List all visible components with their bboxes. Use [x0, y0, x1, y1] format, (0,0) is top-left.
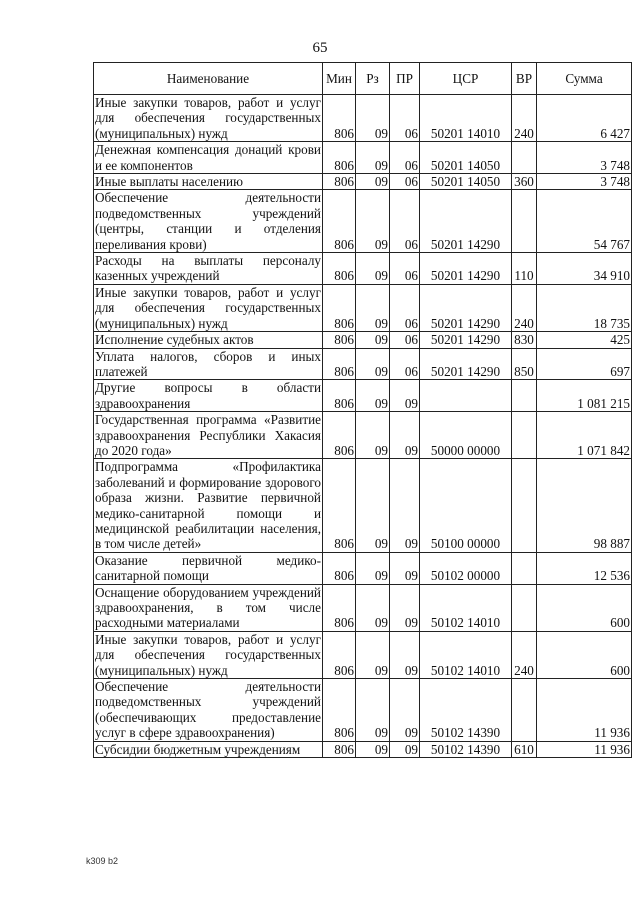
cell-pr: 06 — [390, 348, 420, 380]
cell-rz: 09 — [356, 459, 390, 552]
cell-vr: 240 — [512, 284, 537, 331]
cell-vr — [512, 380, 537, 412]
cell-sum: 600 — [537, 584, 632, 631]
cell-name: Обеспечение деятельности подведомственных учреждений (центры, станции и отделения переливания крови) — [95, 190, 321, 252]
cell-pr: 06 — [390, 142, 420, 174]
cell-csr — [420, 380, 512, 412]
header-pr: ПР — [390, 63, 420, 95]
cell-min: 806 — [323, 174, 356, 190]
cell-sum: 1 081 215 — [537, 380, 632, 412]
cell-min: 806 — [323, 380, 356, 412]
cell-sum: 12 536 — [537, 552, 632, 584]
cell-rz: 09 — [356, 332, 390, 348]
cell-name: Уплата налогов, сборов и иных платежей — [95, 348, 321, 379]
cell-min: 806 — [323, 584, 356, 631]
cell-vr: 240 — [512, 631, 537, 678]
cell-vr — [512, 584, 537, 631]
cell-name: Денежная компенсация донаций крови и ее компонентов — [95, 142, 321, 173]
cell-vr — [512, 412, 537, 459]
cell-csr: 50102 14010 — [420, 584, 512, 631]
cell-rz: 09 — [356, 174, 390, 190]
cell-vr: 240 — [512, 95, 537, 142]
cell-pr: 09 — [390, 380, 420, 412]
cell-sum: 6 427 — [537, 95, 632, 142]
table-header-row — [94, 63, 632, 95]
cell-min: 806 — [323, 679, 356, 742]
cell-name: Подпрограмма «Профилактика заболеваний и формирование здорового образа жизни. Развитие первичной медико-санитарной помощи и медицинской реабилитации населения, в том числе детей» — [95, 459, 321, 552]
cell-pr: 06 — [390, 190, 420, 253]
page-number: 65 — [312, 40, 328, 56]
cell-min: 806 — [323, 412, 356, 459]
cell-pr: 09 — [390, 631, 420, 678]
cell-sum: 697 — [537, 348, 632, 380]
cell-min: 806 — [323, 142, 356, 174]
cell-vr — [512, 552, 537, 584]
cell-rz: 09 — [356, 741, 390, 757]
cell-sum: 11 936 — [537, 679, 632, 742]
cell-min: 806 — [323, 631, 356, 678]
cell-pr: 09 — [390, 552, 420, 584]
table-row — [94, 459, 632, 552]
header-vr: ВР — [512, 63, 537, 95]
cell-name: Исполнение судебных актов — [94, 332, 323, 348]
header-csr: ЦСР — [420, 63, 512, 95]
cell-vr: 360 — [512, 174, 537, 190]
cell-csr: 50201 14290 — [420, 190, 512, 253]
cell-min: 806 — [323, 741, 356, 757]
cell-sum: 98 887 — [537, 459, 632, 552]
cell-name: Иные закупки товаров, работ и услуг для обеспечения государственных (муниципальных) нужд — [95, 284, 321, 331]
cell-pr: 09 — [390, 741, 420, 757]
cell-csr: 50100 00000 — [420, 459, 512, 552]
cell-name: Другие вопросы в области здравоохранения — [95, 380, 321, 411]
cell-csr: 50201 14290 — [420, 284, 512, 331]
footer-code: k309 b2 — [86, 856, 119, 866]
cell-pr: 09 — [390, 584, 420, 631]
cell-name: Иные закупки товаров, работ и услуг для обеспечения государственных (муниципальных) нужд — [95, 631, 321, 678]
cell-min: 806 — [323, 459, 356, 552]
cell-min: 806 — [323, 253, 356, 285]
table-row — [94, 584, 632, 631]
cell-min: 806 — [323, 552, 356, 584]
header-name: Наименование — [94, 63, 323, 95]
cell-pr: 06 — [390, 332, 420, 348]
cell-csr: 50102 14010 — [420, 631, 512, 678]
cell-pr: 06 — [390, 95, 420, 142]
table-row — [94, 332, 632, 348]
cell-vr — [512, 459, 537, 552]
header-sum: Сумма — [537, 63, 632, 95]
cell-sum: 3 748 — [537, 174, 632, 190]
cell-sum: 3 748 — [537, 142, 632, 174]
cell-vr: 830 — [512, 332, 537, 348]
cell-pr: 06 — [390, 253, 420, 285]
cell-csr: 50201 14050 — [420, 142, 512, 174]
cell-min: 806 — [323, 190, 356, 253]
cell-csr: 50102 14390 — [420, 741, 512, 757]
cell-name: Обеспечение деятельности подведомственных учреждений (обеспечивающих предоставление услуг в сфере здравоохранения) — [95, 679, 321, 741]
cell-rz: 09 — [356, 284, 390, 331]
cell-pr: 06 — [390, 284, 420, 331]
cell-name: Оснащение оборудованием учреждений здравоохранения, в том числе расходными материалами — [95, 584, 321, 631]
cell-vr — [512, 190, 537, 253]
table-row — [94, 631, 632, 678]
cell-sum: 600 — [537, 631, 632, 678]
cell-name: Иные закупки товаров, работ и услуг для обеспечения государственных (муниципальных) нужд — [95, 95, 321, 141]
header-min: Мин — [323, 63, 356, 95]
cell-vr — [512, 142, 537, 174]
cell-pr: 09 — [390, 412, 420, 459]
table-row — [94, 552, 632, 584]
table-body — [94, 95, 632, 758]
cell-name: Расходы на выплаты персоналу казенных учреждений — [95, 253, 321, 284]
cell-csr: 50102 14390 — [420, 679, 512, 742]
cell-sum: 54 767 — [537, 190, 632, 253]
cell-sum: 425 — [537, 332, 632, 348]
table-row — [94, 679, 632, 742]
table-row — [94, 95, 632, 142]
cell-vr: 850 — [512, 348, 537, 380]
budget-table — [93, 62, 632, 758]
cell-rz: 09 — [356, 412, 390, 459]
cell-name: Субсидии бюджетным учреждениям — [94, 741, 323, 757]
cell-csr: 50102 00000 — [420, 552, 512, 584]
cell-name: Иные выплаты населению — [94, 174, 323, 190]
cell-csr: 50000 00000 — [420, 412, 512, 459]
cell-rz: 09 — [356, 584, 390, 631]
cell-csr: 50201 14290 — [420, 348, 512, 380]
table-row — [94, 741, 632, 757]
cell-rz: 09 — [356, 95, 390, 142]
cell-rz: 09 — [356, 631, 390, 678]
cell-pr: 09 — [390, 459, 420, 552]
cell-csr: 50201 14290 — [420, 253, 512, 285]
cell-vr: 110 — [512, 253, 537, 285]
cell-rz: 09 — [356, 190, 390, 253]
cell-sum: 34 910 — [537, 253, 632, 285]
cell-name: Оказание первичной медико-санитарной помощи — [95, 552, 321, 584]
cell-rz: 09 — [356, 380, 390, 412]
cell-rz: 09 — [356, 253, 390, 285]
table-row — [94, 348, 632, 380]
cell-name: Государственная программа «Развитие здравоохранения Республики Хакасия до 2020 года» — [95, 412, 321, 458]
cell-rz: 09 — [356, 552, 390, 584]
cell-csr: 50201 14050 — [420, 174, 512, 190]
cell-vr: 610 — [512, 741, 537, 757]
cell-rz: 09 — [356, 142, 390, 174]
table-row — [94, 253, 632, 285]
table-row — [94, 142, 632, 174]
table-row — [94, 174, 632, 190]
table-row — [94, 190, 632, 253]
cell-sum: 18 735 — [537, 284, 632, 331]
cell-csr: 50201 14290 — [420, 332, 512, 348]
cell-min: 806 — [323, 348, 356, 380]
cell-pr: 09 — [390, 679, 420, 742]
table-row — [94, 284, 632, 331]
table-row — [94, 412, 632, 459]
cell-csr: 50201 14010 — [420, 95, 512, 142]
cell-vr — [512, 679, 537, 742]
cell-pr: 06 — [390, 174, 420, 190]
header-rz: Рз — [356, 63, 390, 95]
cell-min: 806 — [323, 284, 356, 331]
cell-min: 806 — [323, 95, 356, 142]
cell-sum: 1 071 842 — [537, 412, 632, 459]
cell-sum: 11 936 — [537, 741, 632, 757]
cell-min: 806 — [323, 332, 356, 348]
cell-rz: 09 — [356, 679, 390, 742]
table-row — [94, 380, 632, 412]
cell-rz: 09 — [356, 348, 390, 380]
